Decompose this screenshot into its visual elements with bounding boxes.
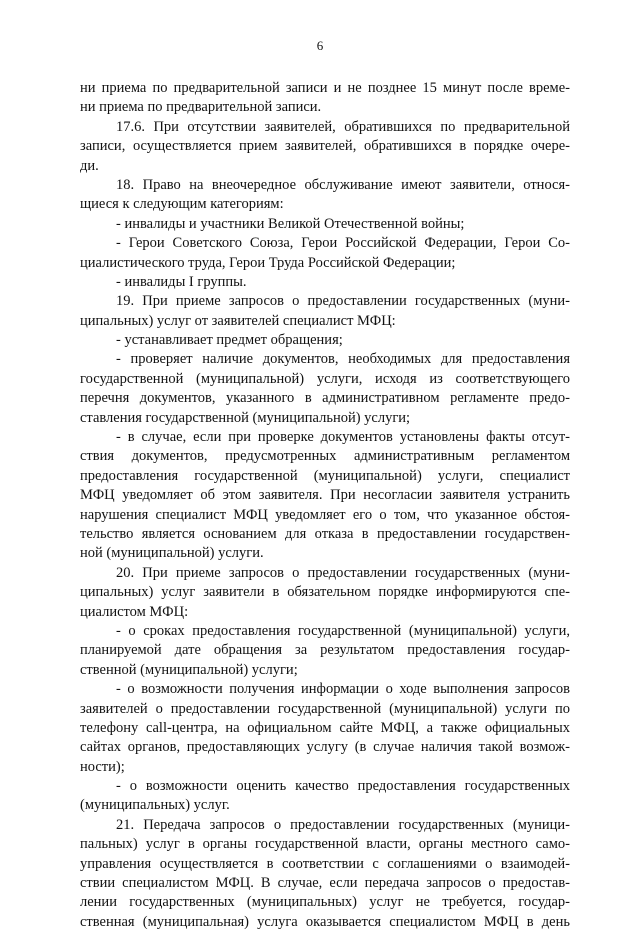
text-line: ципальных) услуг заявители в обязательном порядке информируются спе- (80, 584, 570, 601)
text-line: заявителей о предоставлении государственной (муниципальной) услуги по (80, 700, 570, 717)
text-line: ствия документов, предусмотренных административным регламентом (80, 448, 570, 465)
text-line: (муниципальных) услуг. (80, 797, 230, 814)
text-line: ственной (муниципальной) услуги; (80, 661, 298, 678)
text-line: - инвалиды и участники Великой Отечественной войны; (116, 215, 465, 232)
text-line: сайтах органов, предоставляющих услугу (в случае наличия такой возмож- (80, 739, 570, 756)
text-line: ствии специалистом МФЦ. В случае, если передача запросов о предостав- (80, 875, 570, 892)
text-line: 18. Право на внеочередное обслуживание имеют заявители, относя- (116, 176, 570, 193)
text-line: ности); (80, 758, 125, 775)
text-line: ставления государственной (муниципальной) услуги; (80, 409, 411, 426)
text-line: 17.6. При отсутствии заявителей, обратившихся по предварительной (116, 118, 570, 135)
page-number: 6 (316, 38, 324, 53)
text-line: планируемой дате обращения за результатом предоставления государ- (80, 642, 570, 659)
text-line: - о возможности получения информации о ходе выполнения запросов (116, 681, 570, 698)
text-line: управления осуществляется в соответствии с соглашениями о взаимодей- (80, 855, 570, 872)
text-line: - Герои Советского Союза, Герои Российской Федерации, Герои Со- (116, 235, 570, 252)
text-line: 21. Передача запросов о предоставлении государственных (муници- (116, 816, 570, 833)
text-line: государственной (муниципальной) услуги, исходя из соответствующего (80, 370, 570, 387)
text-line: циалистом МФЦ: (80, 603, 189, 620)
text-line: - о сроках предоставления государственной (муниципальной) услуги, (116, 622, 570, 639)
text-line: ственная (муниципальная) услуга оказывается специалистом МФЦ в день (80, 913, 570, 930)
text-line: - инвалиды I группы. (116, 273, 247, 290)
text-line: - устанавливает предмет обращения; (116, 332, 343, 349)
text-line: записи, осуществляется прием заявителей, обратившихся в порядке очере- (80, 138, 570, 155)
text-line: циалистического труда, Герои Труда Российской Федерации; (80, 254, 456, 271)
text-line: ди. (80, 157, 99, 174)
text-line: перечня документов, указанного в административном регламенте предо- (80, 390, 570, 407)
text-line: нарушения специалист МФЦ уведомляет его о том, что указанное обстоя- (80, 506, 570, 523)
text-line: 20. При приеме запросов о предоставлении государственных (муни- (116, 564, 570, 581)
text-line: щиеся к следующим категориям: (80, 196, 284, 213)
text-line: МФЦ уведомляет об этом заявителя. При несогласии заявителя устранить (80, 487, 570, 504)
text-line: пальных) услуг в органы государственной власти, органы местного само- (80, 836, 570, 853)
text-line: тельство является основанием для отказа в предоставлении государствен- (80, 525, 570, 542)
text-line: телефону call-центра, на официальном сайте МФЦ, а также официальных (80, 719, 570, 736)
text-line: ципальных) услуг от заявителей специалист МФЦ: (80, 312, 396, 329)
text-line: лении государственных (муниципальных) услуг не требуется, государ- (80, 894, 570, 911)
text-line: - о возможности оценить качество предоставления государственных (116, 778, 570, 795)
text-line: - в случае, если при проверке документов установлены факты отсут- (116, 429, 570, 446)
document-body (80, 79, 570, 932)
text-line: предоставления государственной (муниципальной) услуги, специалист (80, 467, 570, 484)
text-line: - проверяет наличие документов, необходимых для предоставления (116, 351, 570, 368)
text-line: 19. При приеме запросов о предоставлении государственных (муни- (116, 293, 570, 310)
text-line: ной (муниципальной) услуги. (80, 545, 264, 562)
text-line: ни приема по предварительной записи. (80, 99, 322, 116)
text-line: ни приема по предварительной записи и не позднее 15 минут после време- (80, 80, 570, 96)
